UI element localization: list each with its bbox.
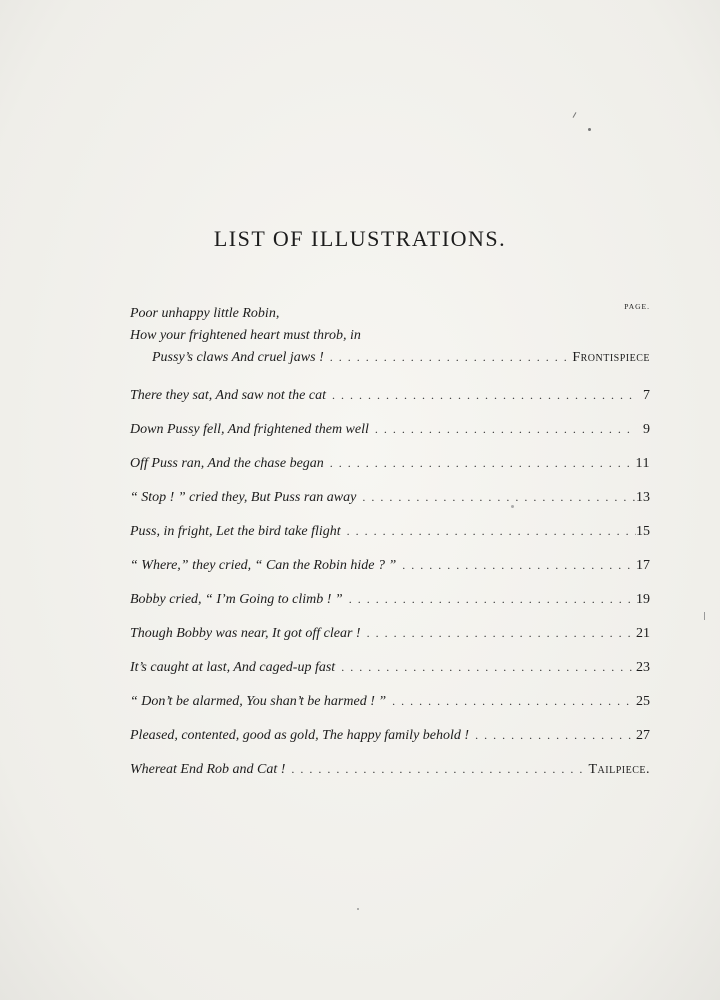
- dot-leaders: [324, 350, 573, 365]
- page-reference: 25: [636, 694, 650, 709]
- list-item: [130, 660, 650, 682]
- list-item: [130, 388, 650, 410]
- page-reference: 9: [643, 422, 650, 437]
- page-reference: 11: [635, 456, 650, 471]
- page-title: LIST OF ILLUSTRATIONS.: [213, 226, 507, 251]
- caption-text: “ Don’t be alarmed, You shan’t be harmed ! ”: [130, 694, 387, 709]
- list-item: [130, 422, 650, 444]
- list-item: [130, 762, 650, 784]
- dot-leaders: [326, 388, 636, 403]
- caption-text: “ Where,” they cried, “ Can the Robin hide ? ”: [130, 558, 397, 573]
- list-item: [130, 626, 650, 648]
- caption-text: “ Stop ! ” cried they, But Puss ran away: [130, 490, 357, 505]
- list-item: [130, 558, 650, 580]
- caption-text: Though Bobby was near, It got off clear !: [130, 626, 361, 641]
- paper-speck: [357, 908, 359, 910]
- page-column-label: PAGE.: [624, 302, 650, 311]
- frontispiece-line-2: [130, 328, 650, 350]
- paper-speck: [588, 128, 591, 131]
- caption-text: Pussy’s claws And cruel jaws !: [152, 350, 324, 365]
- caption-text: How your frightened heart must throb, in: [130, 328, 361, 343]
- dot-leaders: [341, 524, 636, 539]
- page-reference: 7: [643, 388, 650, 403]
- caption-text: Bobby cried, “ I’m Going to climb ! ”: [130, 592, 343, 607]
- list-item: [130, 490, 650, 512]
- list-item: [130, 592, 650, 614]
- page-reference: 19: [636, 592, 650, 607]
- illustration-list: [130, 388, 650, 784]
- dot-leaders: [335, 660, 636, 675]
- dot-leaders: [396, 558, 636, 573]
- page-reference: 15: [636, 524, 650, 539]
- dot-leaders: [324, 456, 636, 471]
- dot-leaders: [361, 626, 636, 641]
- list-item: [130, 524, 650, 546]
- paper-speck: [573, 112, 577, 118]
- paper-speck: [511, 505, 514, 508]
- caption-text: Off Puss ran, And the chase began: [130, 456, 324, 471]
- paper-speck: [704, 612, 705, 620]
- page-reference: 21: [636, 626, 650, 641]
- page-reference: Frontispiece: [572, 350, 650, 365]
- dot-leaders: [285, 762, 588, 777]
- caption-text: Pleased, contented, good as gold, The happy family behold !: [130, 728, 470, 743]
- frontispiece-line-3: [130, 350, 650, 372]
- caption-text: Down Pussy fell, And frightened them well: [130, 422, 369, 437]
- caption-text: Poor unhappy little Robin,: [130, 306, 280, 321]
- dot-leaders: [386, 694, 636, 709]
- page-reference: 23: [636, 660, 650, 675]
- dot-leaders: [343, 592, 636, 607]
- frontispiece-line-1: [130, 306, 650, 328]
- list-item: [130, 694, 650, 716]
- page-reference: Tailpiece.: [588, 762, 650, 777]
- caption-text: There they sat, And saw not the cat: [130, 388, 326, 403]
- frontispiece-entry: [130, 306, 650, 372]
- list-item: [130, 456, 650, 478]
- dot-leaders: [369, 422, 636, 437]
- caption-text: It’s caught at last, And caged-up fast: [130, 660, 336, 675]
- caption-text: Whereat End Rob and Cat !: [130, 762, 286, 777]
- page-reference: 17: [636, 558, 650, 573]
- caption-text: Puss, in fright, Let the bird take flight: [130, 524, 341, 539]
- page-reference: 13: [636, 490, 650, 505]
- page-reference: 27: [636, 728, 650, 743]
- dot-leaders: [356, 490, 636, 505]
- dot-leaders: [469, 728, 636, 743]
- list-item: [130, 728, 650, 750]
